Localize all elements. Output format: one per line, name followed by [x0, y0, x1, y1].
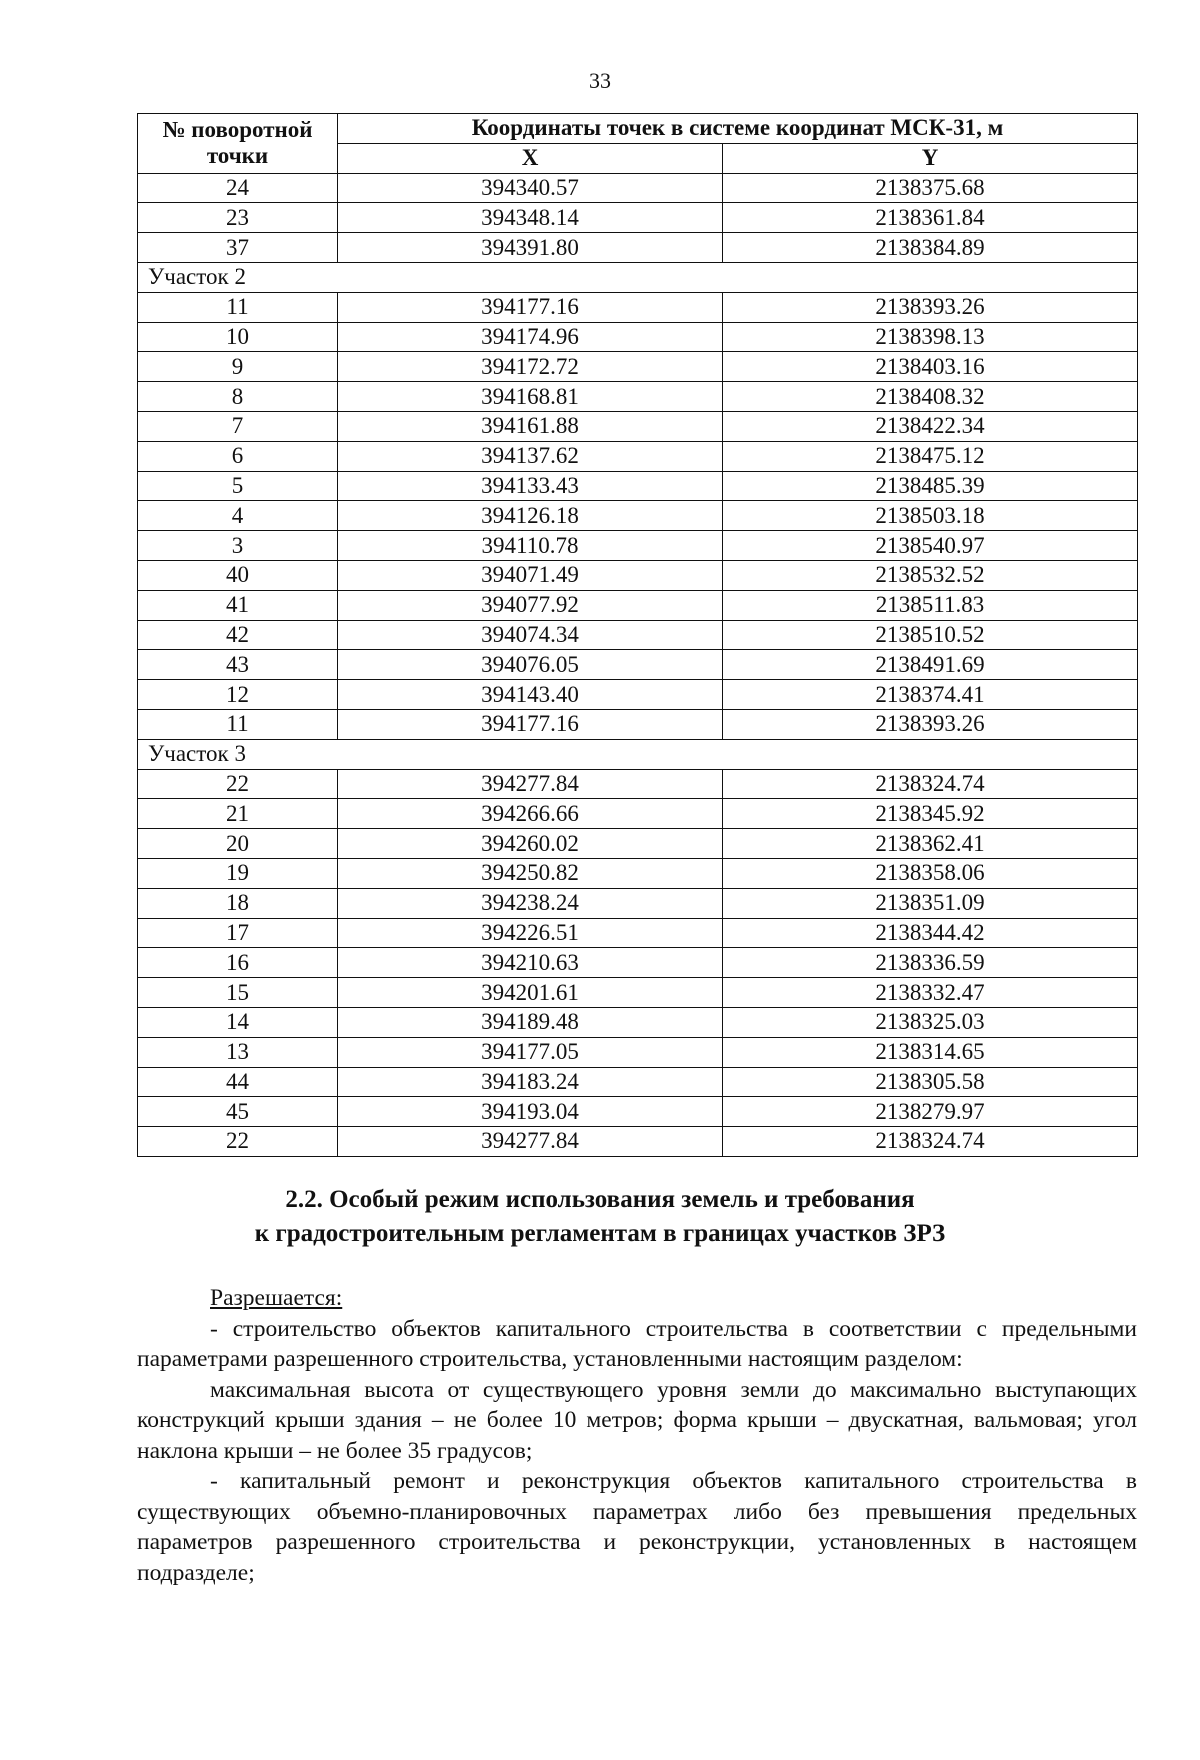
point-number-cell: 8	[138, 382, 338, 412]
point-number-cell: 20	[138, 829, 338, 859]
y-coordinate-cell: 2138375.68	[723, 173, 1138, 203]
heading-line-2: к градостроительным регламентам в границах участков ЗРЗ	[254, 1220, 946, 1247]
point-number-cell: 16	[138, 948, 338, 978]
y-coordinate-cell: 2138361.84	[723, 203, 1138, 233]
table-row	[138, 292, 1138, 322]
x-coordinate-cell: 394077.92	[338, 590, 723, 620]
x-coordinate-cell: 394174.96	[338, 322, 723, 352]
x-coordinate-cell: 394201.61	[338, 978, 723, 1008]
x-coordinate-cell: 394183.24	[338, 1067, 723, 1097]
x-coordinate-cell: 394071.49	[338, 560, 723, 590]
table-row	[138, 948, 1138, 978]
y-coordinate-cell: 2138344.42	[723, 918, 1138, 948]
x-coordinate-cell: 394161.88	[338, 411, 723, 441]
x-coordinate-cell: 394226.51	[338, 918, 723, 948]
y-coordinate-cell: 2138325.03	[723, 1007, 1138, 1037]
y-coordinate-cell: 2138491.69	[723, 650, 1138, 680]
table-row	[138, 1007, 1138, 1037]
point-number-cell: 23	[138, 203, 338, 233]
y-coordinate-cell: 2138540.97	[723, 531, 1138, 561]
table-row	[138, 829, 1138, 859]
table-row	[138, 769, 1138, 799]
y-coordinate-cell: 2138393.26	[723, 292, 1138, 322]
table-body	[138, 173, 1138, 1156]
y-coordinate-cell: 2138345.92	[723, 799, 1138, 829]
table-row	[138, 978, 1138, 1008]
table-row	[138, 590, 1138, 620]
x-coordinate-cell: 394110.78	[338, 531, 723, 561]
point-number-cell: 22	[138, 769, 338, 799]
table-row	[138, 680, 1138, 710]
point-number-cell: 6	[138, 441, 338, 471]
table-row	[138, 352, 1138, 382]
point-number-cell: 11	[138, 292, 338, 322]
y-coordinate-cell: 2138510.52	[723, 620, 1138, 650]
header-coordinates: Координаты точек в системе координат МСК-31, м	[338, 114, 1138, 144]
x-coordinate-cell: 394133.43	[338, 471, 723, 501]
table-row	[138, 471, 1138, 501]
paragraph-3: - капитальный ремонт и реконструкция объектов капитального строительства в существующих объемно-планировочных параметрах либо без превышения предельных параметров разрешенного строительства и реконструкции, установленных в настоящем подразделе;	[137, 1468, 1137, 1586]
table-row	[138, 1127, 1138, 1157]
x-coordinate-cell: 394168.81	[338, 382, 723, 412]
x-coordinate-cell: 394177.16	[338, 292, 723, 322]
table-row	[138, 233, 1138, 263]
heading-line-1: 2.2. Особый режим использования земель и требования	[285, 1186, 915, 1213]
y-coordinate-cell: 2138279.97	[723, 1097, 1138, 1127]
header-point-number	[138, 114, 338, 174]
x-coordinate-cell: 394210.63	[338, 948, 723, 978]
y-coordinate-cell: 2138351.09	[723, 888, 1138, 918]
y-coordinate-cell: 2138511.83	[723, 590, 1138, 620]
y-coordinate-cell: 2138384.89	[723, 233, 1138, 263]
x-coordinate-cell: 394126.18	[338, 501, 723, 531]
y-coordinate-cell: 2138374.41	[723, 680, 1138, 710]
section-label: Участок 2	[138, 262, 1138, 292]
point-number-cell: 5	[138, 471, 338, 501]
table-row	[138, 203, 1138, 233]
point-number-cell: 10	[138, 322, 338, 352]
y-coordinate-cell: 2138398.13	[723, 322, 1138, 352]
y-coordinate-cell: 2138475.12	[723, 441, 1138, 471]
table-row	[138, 560, 1138, 590]
point-number-cell: 45	[138, 1097, 338, 1127]
table-row	[138, 709, 1138, 739]
x-coordinate-cell: 394143.40	[338, 680, 723, 710]
table-row	[138, 501, 1138, 531]
point-number-cell: 24	[138, 173, 338, 203]
point-number-cell: 19	[138, 858, 338, 888]
y-coordinate-cell: 2138336.59	[723, 948, 1138, 978]
section-body	[137, 1283, 1137, 1588]
point-number-cell: 7	[138, 411, 338, 441]
y-coordinate-cell: 2138403.16	[723, 352, 1138, 382]
x-coordinate-cell: 394074.34	[338, 620, 723, 650]
table-row	[138, 620, 1138, 650]
table-row	[138, 918, 1138, 948]
section-heading	[0, 1183, 1200, 1251]
x-coordinate-cell: 394076.05	[338, 650, 723, 680]
point-number-cell: 14	[138, 1007, 338, 1037]
y-coordinate-cell: 2138532.52	[723, 560, 1138, 590]
page-number: 33	[589, 68, 611, 93]
point-number-cell: 4	[138, 501, 338, 531]
table-row	[138, 1067, 1138, 1097]
x-coordinate-cell: 394193.04	[338, 1097, 723, 1127]
y-coordinate-cell: 2138332.47	[723, 978, 1138, 1008]
point-number-cell: 40	[138, 560, 338, 590]
x-coordinate-cell: 394340.57	[338, 173, 723, 203]
x-coordinate-cell: 394260.02	[338, 829, 723, 859]
table-row	[138, 531, 1138, 561]
table-row	[138, 441, 1138, 471]
point-number-cell: 43	[138, 650, 338, 680]
table-row	[138, 650, 1138, 680]
x-coordinate-cell: 394391.80	[338, 233, 723, 263]
y-coordinate-cell: 2138324.74	[723, 769, 1138, 799]
y-coordinate-cell: 2138485.39	[723, 471, 1138, 501]
x-coordinate-cell: 394348.14	[338, 203, 723, 233]
x-coordinate-cell: 394172.72	[338, 352, 723, 382]
paragraph-1: - строительство объектов капитального строительства в соответствии с предельными параметрами разрешенного строительства, установленными настоящим разделом:	[137, 1315, 1137, 1372]
point-number-cell: 11	[138, 709, 338, 739]
coordinates-table	[137, 113, 1138, 1157]
paragraph-2: максимальная высота от существующего уровня земли до максимально выступающих конструкций крыши здания – не более 10 метров; форма крыши – двускатная, вальмовая; угол наклона крыши – не более 35 градусов;	[137, 1376, 1137, 1464]
y-coordinate-cell: 2138503.18	[723, 501, 1138, 531]
x-coordinate-cell: 394177.05	[338, 1037, 723, 1067]
table-row	[138, 799, 1138, 829]
point-number-cell: 17	[138, 918, 338, 948]
y-coordinate-cell: 2138422.34	[723, 411, 1138, 441]
point-number-cell: 15	[138, 978, 338, 1008]
point-number-cell: 21	[138, 799, 338, 829]
table-row	[138, 173, 1138, 203]
table-row	[138, 382, 1138, 412]
point-number-cell: 9	[138, 352, 338, 382]
allowed-label	[137, 1283, 1137, 1314]
table-row	[138, 858, 1138, 888]
x-coordinate-cell: 394266.66	[338, 799, 723, 829]
table-row	[138, 322, 1138, 352]
table-section-row	[138, 739, 1138, 769]
point-number-cell: 13	[138, 1037, 338, 1067]
table-row	[138, 411, 1138, 441]
y-coordinate-cell: 2138314.65	[723, 1037, 1138, 1067]
point-number-cell: 37	[138, 233, 338, 263]
section-label: Участок 3	[138, 739, 1138, 769]
table-section-row	[138, 262, 1138, 292]
x-coordinate-cell: 394277.84	[338, 1127, 723, 1157]
y-coordinate-cell: 2138393.26	[723, 709, 1138, 739]
y-coordinate-cell: 2138305.58	[723, 1067, 1138, 1097]
x-coordinate-cell: 394137.62	[338, 441, 723, 471]
table-row	[138, 888, 1138, 918]
x-coordinate-cell: 394250.82	[338, 858, 723, 888]
y-coordinate-cell: 2138362.41	[723, 829, 1138, 859]
point-number-cell: 42	[138, 620, 338, 650]
y-coordinate-cell: 2138324.74	[723, 1127, 1138, 1157]
y-coordinate-cell: 2138408.32	[723, 382, 1138, 412]
allowed-label-text: Разрешается:	[210, 1285, 343, 1311]
point-number-cell: 18	[138, 888, 338, 918]
point-number-cell: 3	[138, 531, 338, 561]
table-row	[138, 1097, 1138, 1127]
point-number-cell: 12	[138, 680, 338, 710]
x-coordinate-cell: 394277.84	[338, 769, 723, 799]
point-number-cell: 41	[138, 590, 338, 620]
point-number-cell: 22	[138, 1127, 338, 1157]
header-y: Y	[723, 143, 1138, 173]
table-row	[138, 1037, 1138, 1067]
x-coordinate-cell: 394177.16	[338, 709, 723, 739]
y-coordinate-cell: 2138358.06	[723, 858, 1138, 888]
x-coordinate-cell: 394238.24	[338, 888, 723, 918]
header-x: X	[338, 143, 723, 173]
header-point-label: № поворотной точки	[162, 117, 313, 169]
x-coordinate-cell: 394189.48	[338, 1007, 723, 1037]
point-number-cell: 44	[138, 1067, 338, 1097]
